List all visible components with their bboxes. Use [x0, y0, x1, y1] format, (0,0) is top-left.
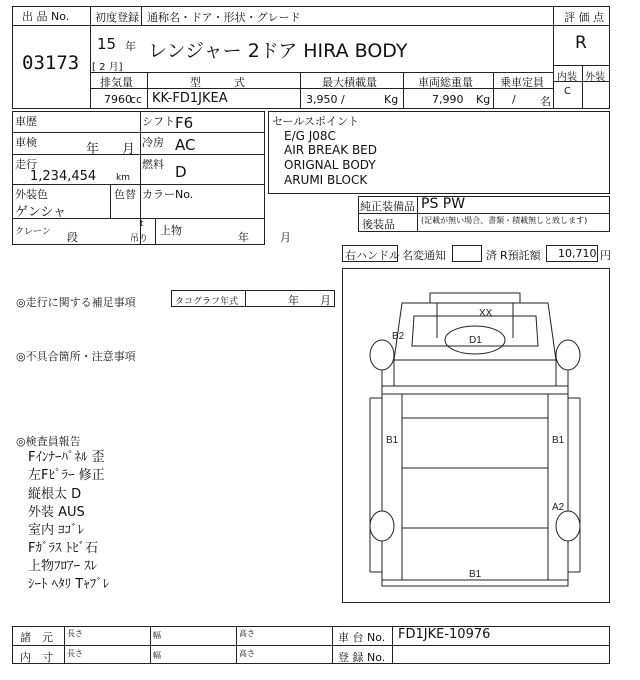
ac-value: AC [175, 136, 196, 154]
ac-label: 冷房 [142, 136, 164, 149]
aftermarket-note: (記載が無い場合、書類・積載無しと致します) [421, 216, 588, 225]
sales-point-4: ARUMI BLOCK [284, 173, 368, 187]
fuel-label: 燃料 [142, 158, 164, 171]
equipment-value: PS PW [421, 196, 466, 212]
max-load-unit: Kg [384, 93, 399, 106]
score: R [575, 33, 587, 53]
model-code: KK-FD1JKEA [152, 91, 228, 106]
first-reg-label: 初度登録 [95, 11, 139, 24]
max-load-value: 3,950 / [306, 93, 345, 106]
max-load-label: 最大積載量 [322, 76, 377, 89]
capacity-value: / [512, 93, 516, 106]
mark-a2: A2 [552, 502, 565, 513]
reg-month: [ 2 月] [92, 62, 123, 73]
inspector-label: ◎検査員報告 [16, 435, 81, 448]
mileage-label: 走行 [15, 158, 37, 171]
model-label: 通称名・ドア・形状・グレード [147, 11, 301, 24]
recycle-amount: 10,710 [558, 247, 597, 260]
model-name: レンジャー 2ドア HIRA BODY [148, 40, 408, 62]
tacho-month-unit: 月 [320, 294, 331, 307]
displacement-unit: cc [130, 93, 143, 106]
recycle-label: R預託額 [500, 249, 541, 262]
fuel-value: D [175, 163, 187, 181]
displacement-label: 排気量 [100, 76, 133, 89]
length-label-1: 長さ [67, 629, 83, 638]
lot-number: 03173 [22, 52, 80, 74]
mark-b1-left: B1 [386, 435, 399, 446]
inspector-item-4: 外装 AUS [28, 505, 85, 520]
gross-weight-label: 車両総重量 [418, 76, 473, 89]
inspector-item-2: 左Fﾋﾟﾗｰ 修正 [28, 468, 105, 483]
capacity-unit: 名 [540, 95, 551, 108]
crane-stage-unit: 段 [67, 231, 78, 244]
driving-notes-label: ◎走行に関する補足事項 [16, 296, 136, 309]
mark-d1: D1 [469, 335, 482, 346]
upper-label: 上物 [160, 224, 182, 237]
inspector-item-8: ｼｰﾄ ﾍﾀﾘ Tｬﾌﾞﾚ [28, 577, 110, 592]
inspection-year-unit: 年 [86, 142, 100, 157]
width-label-2: 幅 [153, 651, 161, 660]
mark-b2: B2 [392, 331, 405, 342]
color-no-label: カラーNo. [142, 188, 194, 201]
inspection-label: 車検 [15, 136, 37, 149]
gross-weight-unit: Kg [476, 93, 491, 106]
capacity-label: 乗車定員 [500, 76, 544, 89]
reg-no-label: 登 録 No. [338, 651, 386, 664]
mileage-unit: km [116, 173, 130, 183]
mark-b1-bottom: B1 [469, 569, 482, 580]
upper-month-unit: 月 [280, 231, 291, 244]
height-label-2: 高さ [239, 649, 255, 658]
sales-point-2: AIR BREAK BED [284, 143, 377, 157]
truck-diagram [342, 268, 610, 603]
history-label: 車歴 [15, 115, 37, 128]
inspector-item-7: 上物ﾌﾛｱｰ ｽﾚ [28, 559, 98, 574]
crane-ton-unit: t [140, 219, 144, 229]
mileage-value: 1,234,454 [30, 169, 97, 184]
mark-b1-right: B1 [552, 435, 565, 446]
sales-point-3: ORIGNAL BODY [284, 158, 376, 172]
shift-label: シフト [142, 115, 175, 128]
aftermarket-label: 後装品 [362, 218, 395, 231]
interior-label: 内装 [557, 72, 577, 83]
inspector-item-5: 室内 ﾖｺﾞﾚ [28, 523, 85, 538]
inspector-item-1: Fｲﾝﾅｰﾊﾟﾈﾙ 歪 [28, 450, 105, 465]
color-value: ゲンシャ [15, 205, 67, 220]
gross-weight-value: 7,990 [432, 93, 464, 106]
upper-year-unit: 年 [238, 231, 249, 244]
inspector-item-6: Fｶﾞﾗｽ ﾄﾋﾞ石 [28, 541, 99, 556]
steering-value: 右ハンドル [345, 249, 400, 262]
grade-label: 評 価 点 [564, 11, 604, 24]
tacho-label: タコグラフ年式 [175, 297, 239, 307]
chassis-no: FD1JKE-10976 [398, 627, 491, 642]
color-label: 外装色 [15, 188, 48, 201]
chassis-label: 車 台 No. [338, 631, 386, 644]
recycle-unit: 円 [600, 249, 611, 262]
sales-point-1: E/G J08C [284, 129, 336, 143]
shift-value: F6 [175, 114, 194, 132]
recycle-prefix: 済 [486, 249, 497, 262]
equipment-label: 純正装備品 [360, 200, 415, 213]
specs-label: 諸 元 [20, 631, 53, 644]
exterior-label: 外装 [585, 72, 605, 83]
color-code-label: 色替 [114, 188, 136, 201]
model-code-label: 型 式 [190, 76, 245, 89]
reg-year: 15 [97, 35, 117, 53]
lot-label: 出 品 No. [22, 10, 70, 23]
crane-hook-unit: 吊り [130, 234, 149, 244]
crane-label: クレーン [15, 227, 51, 237]
dims-label: 内 寸 [20, 651, 53, 664]
displacement-value: 7960 [104, 93, 132, 106]
name-change-label: 名変通知 [402, 249, 446, 262]
height-label-1: 高さ [239, 629, 255, 638]
tacho-year-unit: 年 [288, 294, 299, 307]
length-label-2: 長さ [67, 649, 83, 658]
inspection-month-unit: 月 [122, 142, 136, 157]
sales-points-label: セールスポイント [272, 115, 360, 128]
reg-year-unit: 年 [125, 40, 136, 53]
mark-xx: XX [479, 308, 493, 319]
defects-label: ◎不具合箇所・注意事項 [16, 350, 136, 363]
width-label-1: 幅 [153, 631, 161, 640]
inspector-item-3: 縦根太 D [28, 487, 82, 502]
interior-score: C [564, 86, 571, 97]
